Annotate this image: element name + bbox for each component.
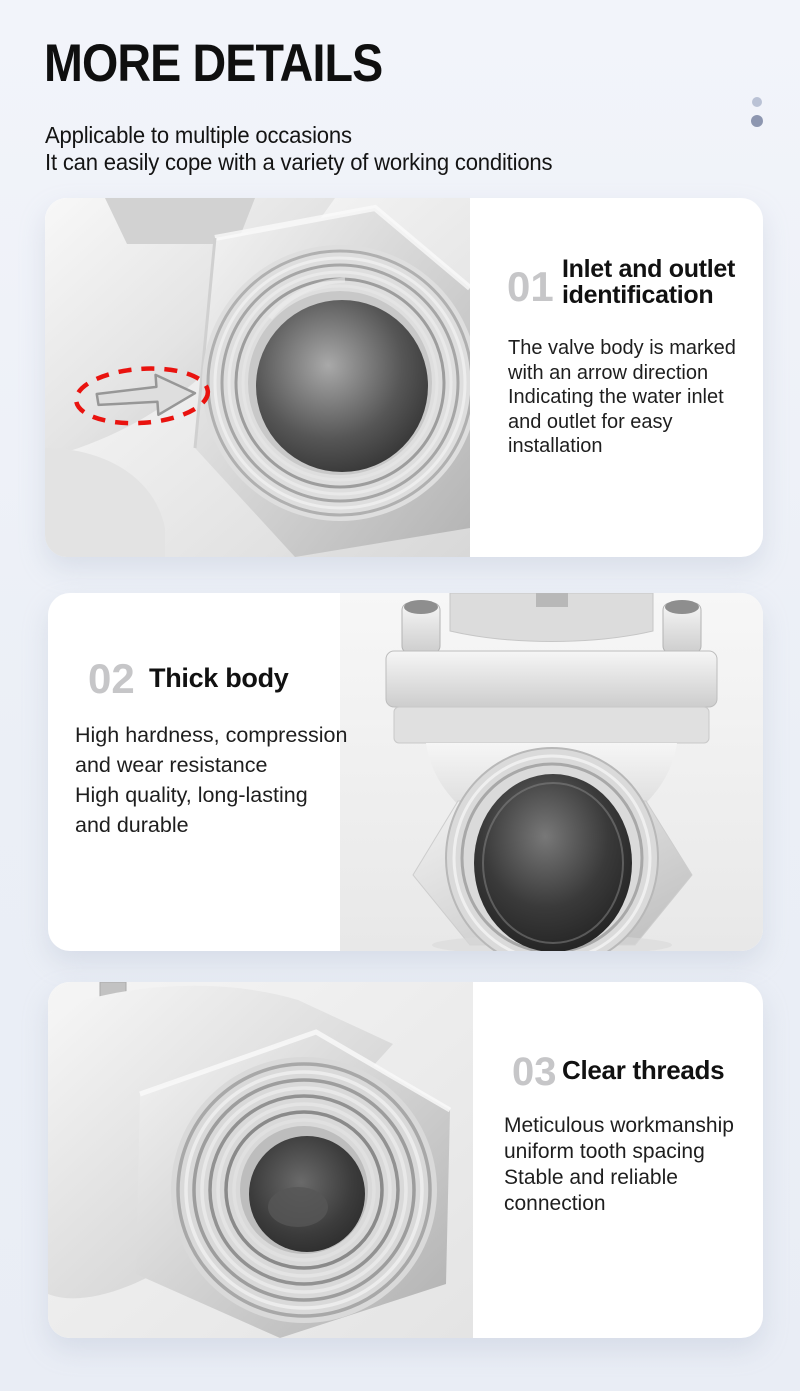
- subtitle-line-1: Applicable to multiple occasions: [45, 122, 352, 148]
- feature-description: The valve body is marked with an arrow direction Indicating the water inlet and outlet for easy installation: [508, 337, 736, 457]
- feature-description: High hardness, compression and wear resistance High quality, long-lasting and durable: [75, 723, 348, 837]
- feature-card-thick-body: [48, 593, 763, 951]
- valve-photo-threads: [48, 982, 473, 1338]
- feature-card-inlet-outlet: [45, 198, 763, 557]
- page-subtitle: [45, 122, 552, 176]
- feature-description: Meticulous workmanship uniform tooth spacing Stable and reliable connection: [504, 1114, 734, 1215]
- feature-number: 02: [88, 655, 135, 702]
- valve-photo-illustration: [45, 198, 470, 557]
- feature-title: Inlet and outlet identification: [562, 255, 735, 309]
- feature-card-clear-threads: [48, 982, 763, 1338]
- valve-photo-inlet-arrow: [45, 198, 470, 557]
- scroll-dot-icon: [751, 115, 763, 127]
- feature-title: Thick body: [149, 663, 289, 693]
- valve-photo-illustration: [48, 982, 473, 1338]
- scroll-dot-icon: [752, 97, 762, 107]
- feature-number: 03: [512, 1050, 557, 1094]
- subtitle-line-2: It can easily cope with a variety of working conditions: [45, 149, 553, 175]
- page-title: MORE DETAILS: [44, 34, 383, 93]
- valve-photo-illustration: [340, 593, 763, 951]
- valve-photo-front-port: [340, 593, 763, 951]
- feature-title: Clear threads: [562, 1055, 725, 1085]
- feature-number: 01: [507, 263, 554, 310]
